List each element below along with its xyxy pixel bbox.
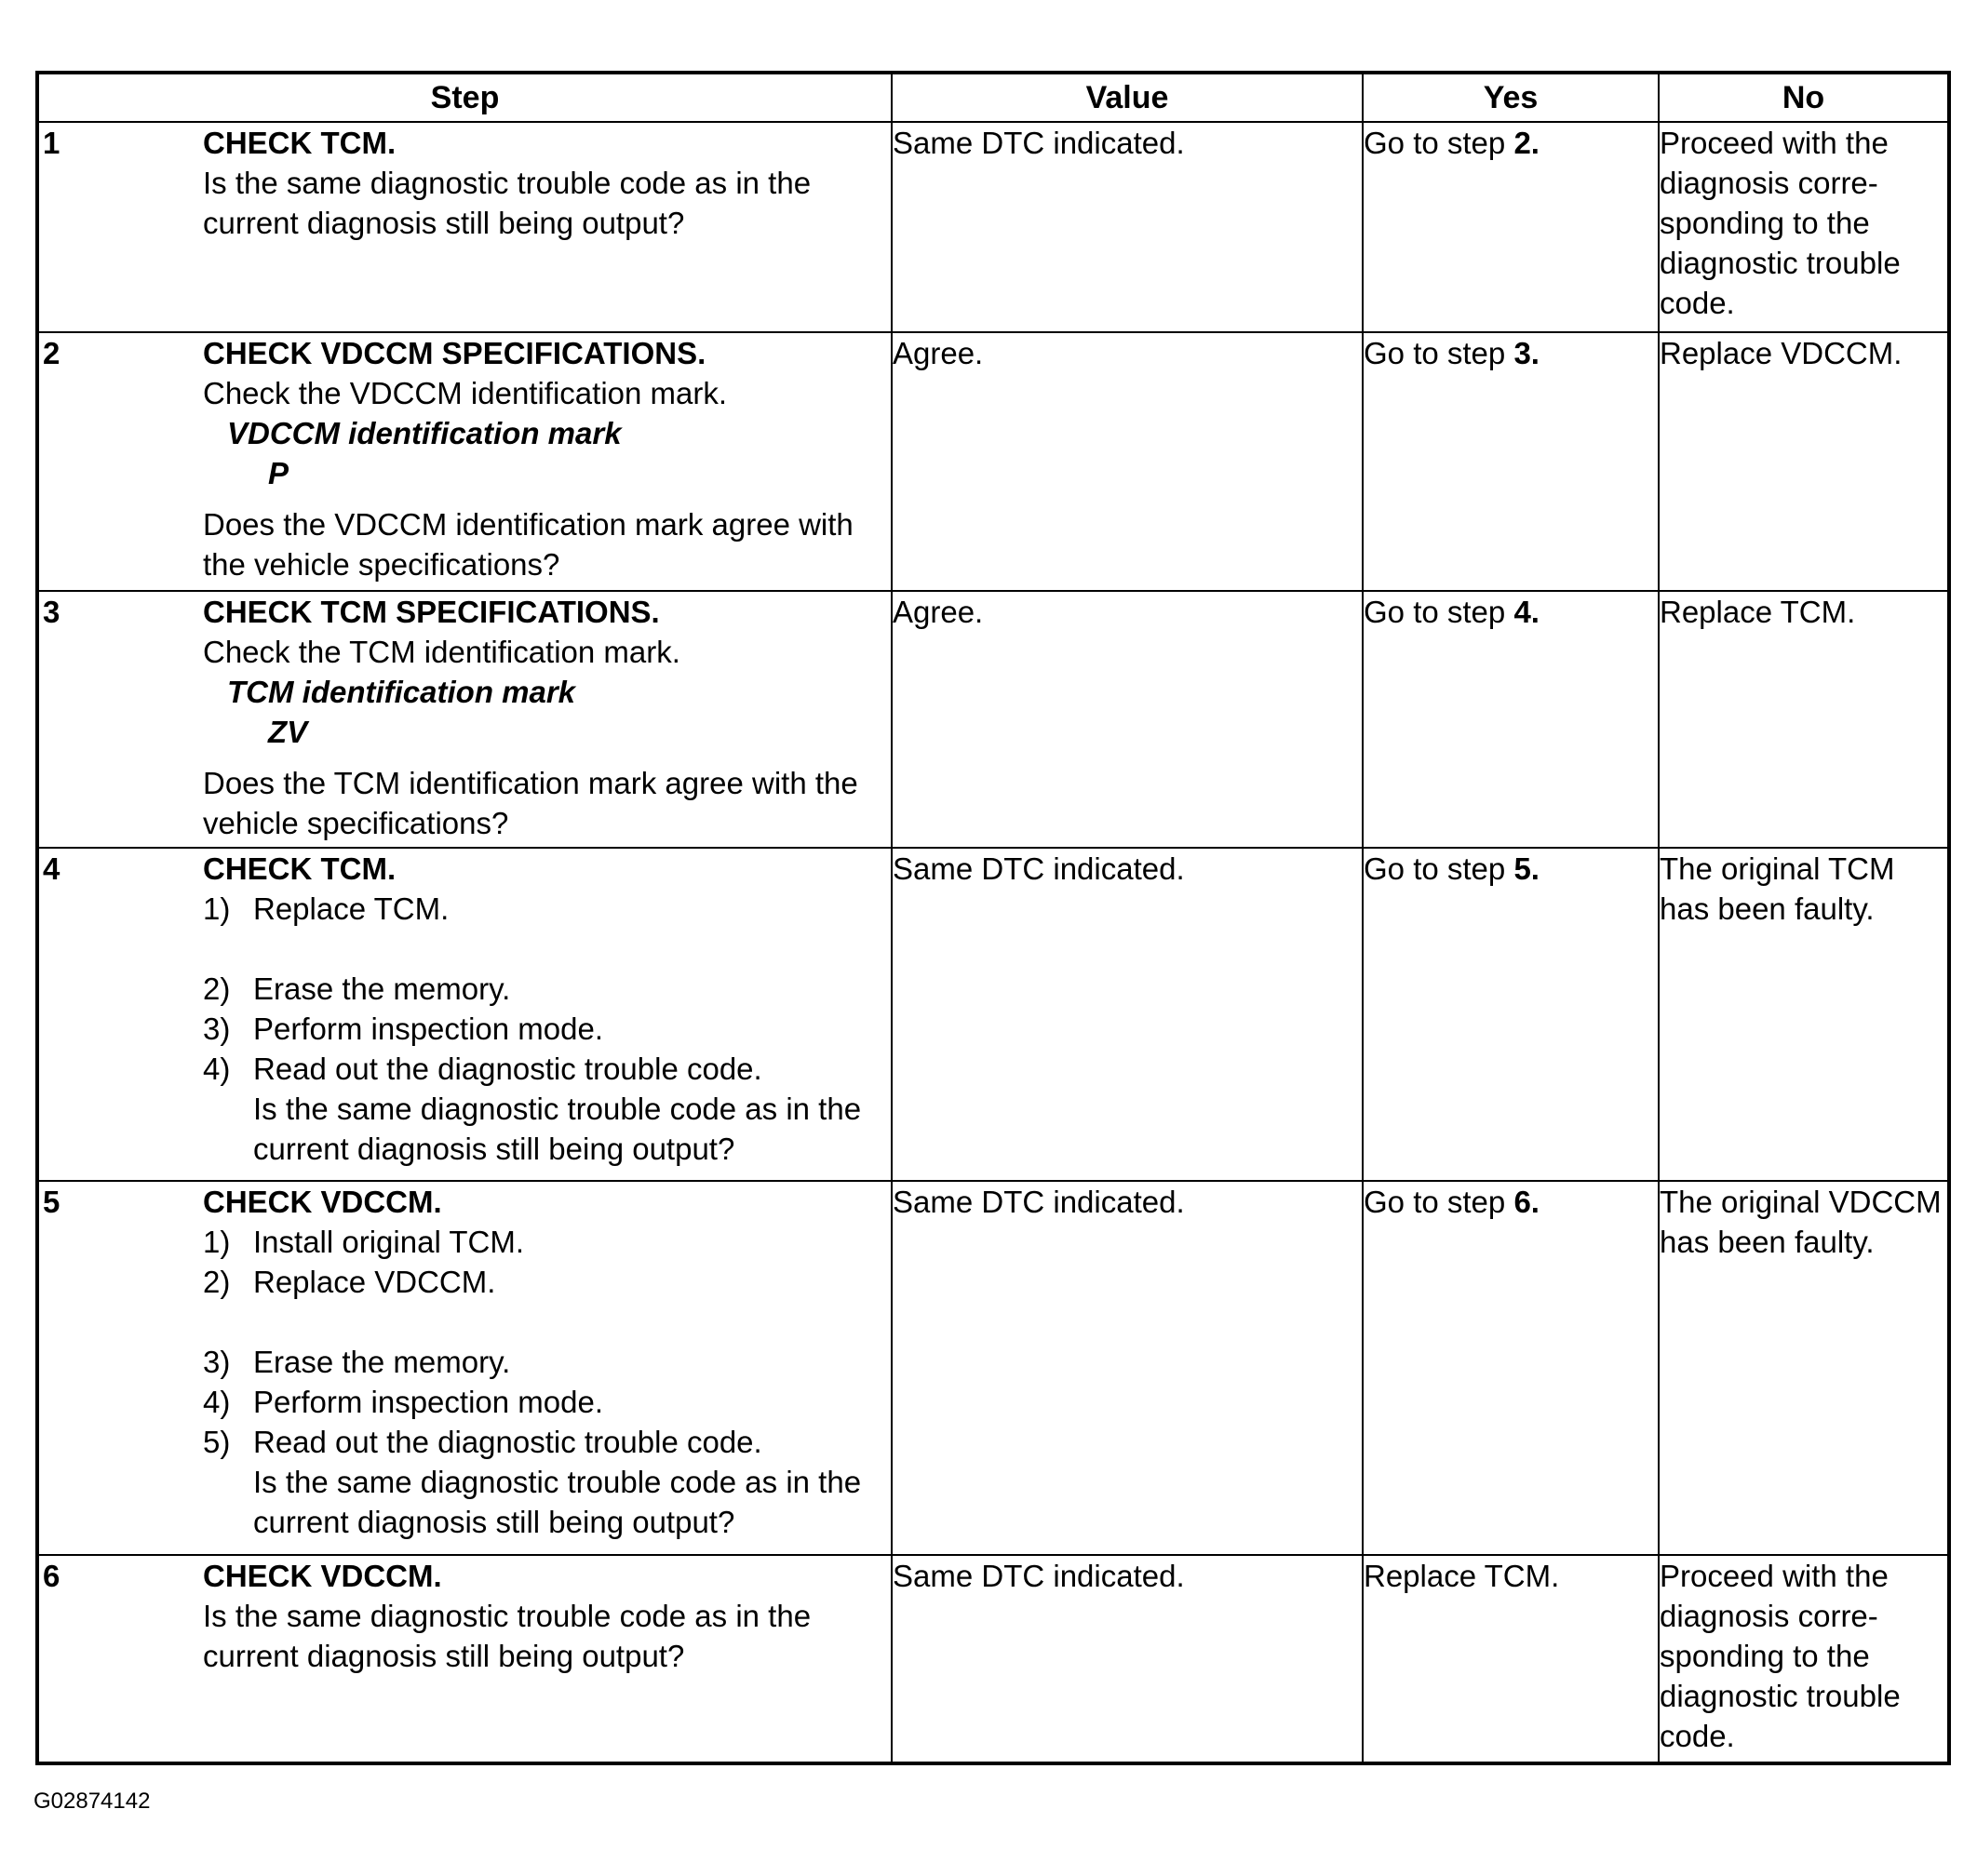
substep-text: Perform inspection mode. — [253, 1012, 604, 1046]
yes-cell: Replace TCM. — [1363, 1555, 1659, 1763]
substep — [203, 1222, 872, 1262]
yes-prefix: Go to step — [1364, 126, 1514, 160]
substep — [203, 969, 872, 1009]
step-number: 1 — [43, 126, 61, 160]
header-yes: Yes — [1363, 73, 1659, 122]
identification-mark-value: P — [268, 456, 289, 490]
step-cell — [37, 1181, 892, 1555]
step-title: CHECK VDCCM. — [203, 1185, 442, 1219]
substep-number: 3) — [203, 1345, 231, 1379]
substep — [203, 1342, 872, 1382]
substep-text: Replace TCM. — [253, 891, 450, 926]
no-cell: The original VDCCM has been faulty. — [1659, 1181, 1949, 1555]
yes-step-ref: 3. — [1513, 336, 1540, 370]
yes-step-ref: 5. — [1513, 851, 1540, 886]
substep — [203, 1009, 872, 1049]
substep — [203, 1049, 872, 1089]
identification-mark-value: ZV — [268, 715, 308, 749]
step-question: Does the TCM identification mark agree with the vehicle specifications? — [203, 766, 858, 840]
substep — [203, 1422, 872, 1462]
yes-prefix: Go to step — [1364, 595, 1514, 629]
yes-step-ref: 4. — [1513, 595, 1540, 629]
yes-cell — [1363, 332, 1659, 591]
value-cell: Same DTC indicated. — [892, 1555, 1363, 1763]
step-title: CHECK TCM SPECIFICATIONS. — [203, 595, 660, 629]
table-row — [37, 848, 1949, 1181]
step-cell — [37, 1555, 892, 1763]
step-number: 2 — [43, 336, 61, 370]
step-text: Check the VDCCM identification mark. — [203, 376, 728, 410]
substep-number: 1) — [203, 1225, 231, 1259]
value-cell: Same DTC indicated. — [892, 848, 1363, 1181]
substep-number: 5) — [203, 1425, 231, 1459]
yes-step-ref: 6. — [1513, 1185, 1540, 1219]
substep-text: Replace VDCCM. — [253, 1265, 496, 1299]
step-cell — [37, 332, 892, 591]
substep-text: Read out the diagnostic trouble code. — [253, 1425, 762, 1459]
value-cell: Agree. — [892, 332, 1363, 591]
header-value: Value — [892, 73, 1363, 122]
step-title: CHECK VDCCM. — [203, 1559, 442, 1593]
yes-prefix: Go to step — [1364, 336, 1514, 370]
substep-text: Erase the memory. — [253, 1345, 511, 1379]
substep-number: 3) — [203, 1012, 231, 1046]
table-row — [37, 1555, 1949, 1763]
no-cell: Proceed with the diagnosis corre-sponding to the diagnostic trouble code. — [1659, 1555, 1949, 1763]
identification-mark-label: VDCCM identification mark — [227, 416, 622, 450]
substep-text: Install original TCM. — [253, 1225, 524, 1259]
substep-number: 2) — [203, 1265, 231, 1299]
yes-step-ref: 2. — [1513, 126, 1540, 160]
substep-number: 4) — [203, 1385, 231, 1419]
substep-number: 1) — [203, 891, 231, 926]
step-question: Does the VDCCM identification mark agree with the vehicle specifications? — [203, 507, 854, 582]
table-row — [37, 591, 1949, 848]
step-cell — [37, 591, 892, 848]
yes-cell — [1363, 848, 1659, 1181]
step-number: 4 — [43, 851, 61, 886]
yes-prefix: Go to step — [1364, 1185, 1514, 1219]
value-cell: Same DTC indicated. — [892, 122, 1363, 332]
no-cell: Replace TCM. — [1659, 591, 1949, 848]
step-text: Is the same diagnostic trouble code as in the current diagnosis still being output? — [203, 166, 812, 240]
header-no: No — [1659, 73, 1949, 122]
yes-cell — [1363, 122, 1659, 332]
substep — [203, 1382, 872, 1422]
value-cell: Same DTC indicated. — [892, 1181, 1363, 1555]
step-number: 3 — [43, 595, 61, 629]
no-cell: Replace VDCCM. — [1659, 332, 1949, 591]
no-cell: Proceed with the diagnosis corre-sponding to the diagnostic trouble code. — [1659, 122, 1949, 332]
identification-mark-label: TCM identification mark — [227, 675, 576, 709]
yes-cell — [1363, 591, 1659, 848]
yes-prefix: Go to step — [1364, 851, 1514, 886]
figure-code: G02874142 — [34, 1789, 151, 1814]
yes-cell — [1363, 1181, 1659, 1555]
table-row — [37, 332, 1949, 591]
substep — [203, 889, 872, 929]
step-title: CHECK VDCCM SPECIFICATIONS. — [203, 336, 706, 370]
diagnostic-procedure-table — [35, 71, 1951, 1765]
substep-number: 2) — [203, 972, 231, 1006]
step-number: 5 — [43, 1185, 61, 1219]
step-cell — [37, 122, 892, 332]
substep-text: Perform inspection mode. — [253, 1385, 604, 1419]
no-cell: The original TCM has been faulty. — [1659, 848, 1949, 1181]
step-text: Is the same diagnostic trouble code as in the current diagnosis still being output? — [203, 1599, 812, 1673]
table-row — [37, 1181, 1949, 1555]
value-cell: Agree. — [892, 591, 1363, 848]
step-cell — [37, 848, 892, 1181]
step-title: CHECK TCM. — [203, 851, 397, 886]
substep — [203, 1262, 872, 1302]
step-question: Is the same diagnostic trouble code as in the current diagnosis still being output? — [253, 1092, 862, 1166]
step-number: 6 — [43, 1559, 61, 1593]
substep-text: Read out the diagnostic trouble code. — [253, 1052, 762, 1086]
step-title: CHECK TCM. — [203, 126, 397, 160]
step-question: Is the same diagnostic trouble code as in the current diagnosis still being output? — [253, 1465, 862, 1539]
step-text: Check the TCM identification mark. — [203, 635, 680, 669]
substep-number: 4) — [203, 1052, 231, 1086]
table-row — [37, 122, 1949, 332]
header-row — [37, 73, 1949, 122]
substep-text: Erase the memory. — [253, 972, 511, 1006]
header-step: Step — [37, 73, 892, 122]
